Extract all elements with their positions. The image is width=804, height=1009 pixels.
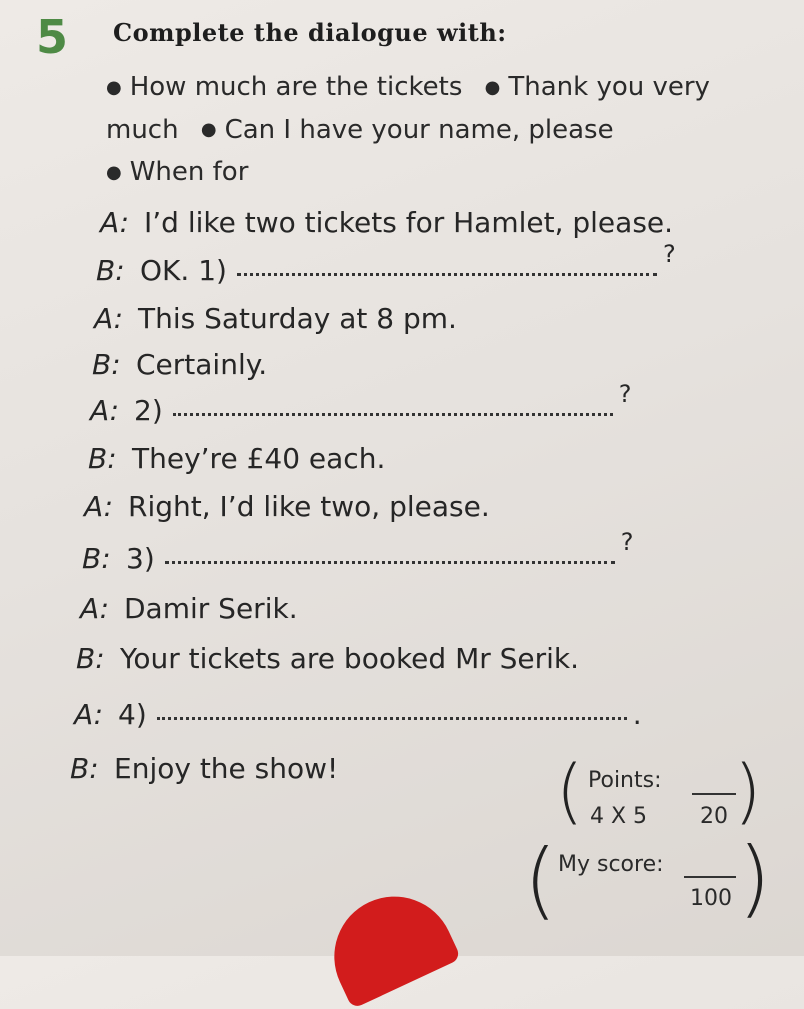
dialogue-line [92, 348, 267, 381]
right-parenthesis: ) [734, 750, 762, 832]
dialogue-text: Your tickets are booked Mr Serik. [120, 642, 580, 675]
answer-blank-1[interactable] [237, 273, 657, 276]
speaker-label: A: [80, 592, 110, 625]
end-punctuation: ? [618, 380, 632, 408]
dialogue-line [80, 592, 298, 625]
end-punctuation: . [632, 698, 642, 731]
bullet-icon: ● [106, 76, 122, 98]
dialogue-text: 3) [126, 542, 155, 575]
points-formula: 4 X 5 [590, 804, 648, 829]
dialogue-line [100, 206, 673, 239]
answer-blank-3[interactable] [165, 561, 615, 564]
dialogue-text: Enjoy the show! [114, 752, 339, 785]
left-parenthesis: ( [556, 750, 584, 832]
speaker-label: B: [96, 254, 125, 287]
dialogue-line [70, 752, 338, 785]
red-ribbon-marker [315, 877, 462, 1009]
phrase-item: Thank you very much [106, 72, 710, 145]
left-parenthesis: ( [524, 831, 557, 929]
speaker-label: A: [94, 302, 124, 335]
dialogue-line [94, 302, 457, 335]
dialogue-text: OK. 1) [140, 254, 227, 287]
phrase-item: When for [129, 157, 249, 187]
phrase-box [106, 66, 726, 194]
answer-blank-2[interactable] [173, 413, 613, 416]
dialogue-text: They’re £40 each. [132, 442, 386, 475]
dialogue-text: Certainly. [136, 348, 268, 381]
dialogue-line [82, 528, 634, 575]
phrase-item: How much are the tickets [129, 72, 463, 102]
answer-blank-4[interactable] [157, 717, 627, 720]
dialogue-text: This Saturday at 8 pm. [138, 302, 457, 335]
score-total: 100 [690, 886, 732, 911]
bullet-icon: ● [484, 76, 501, 98]
phrase-item: Can I have your name, please [224, 114, 614, 145]
exercise-instruction: Complete the dialogue with: [113, 18, 507, 47]
end-punctuation: ? [620, 528, 634, 556]
dialogue-line [84, 490, 490, 523]
points-blank[interactable] [692, 793, 736, 795]
points-total: 20 [700, 804, 728, 829]
dialogue-text: I’d like two tickets for Hamlet, please. [144, 206, 674, 239]
dialogue-text: Damir Serik. [124, 592, 298, 625]
end-punctuation: ? [662, 240, 676, 268]
dialogue-line [90, 380, 632, 427]
speaker-label: B: [82, 542, 111, 575]
dialogue-line [74, 698, 642, 731]
speaker-label: B: [92, 348, 121, 381]
dialogue-text: 2) [134, 394, 163, 427]
speaker-label: A: [100, 206, 130, 239]
score-blank[interactable] [684, 876, 736, 878]
dialogue-line [88, 442, 385, 475]
dialogue-line [76, 642, 579, 675]
speaker-label: A: [84, 490, 114, 523]
speaker-label: B: [76, 642, 105, 675]
speaker-label: B: [88, 442, 117, 475]
right-parenthesis: ) [738, 829, 771, 927]
speaker-label: A: [90, 394, 120, 427]
speaker-label: B: [70, 752, 99, 785]
exercise-number: 5 [36, 10, 69, 64]
dialogue-text: Right, I’d like two, please. [128, 490, 490, 523]
bullet-icon: ● [200, 119, 217, 140]
points-label: Points: [588, 768, 662, 793]
dialogue-text: 4) [118, 698, 147, 731]
bullet-icon: ● [106, 161, 122, 183]
score-label: My score: [558, 852, 664, 877]
speaker-label: A: [74, 698, 104, 731]
dialogue-line [96, 240, 676, 287]
